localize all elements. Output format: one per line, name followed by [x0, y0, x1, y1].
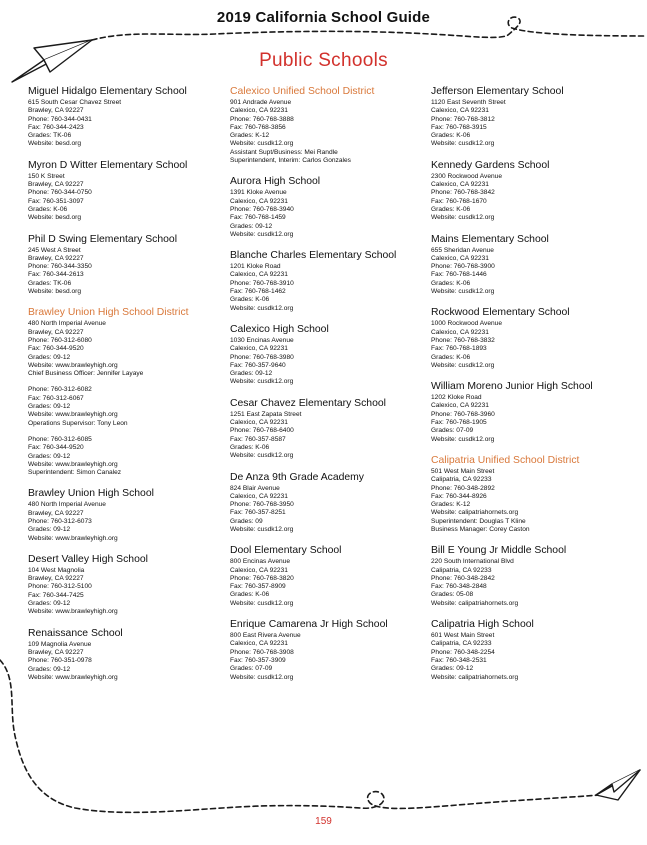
- entry-detail-line: 800 Encinas Avenue: [230, 558, 291, 566]
- entry-detail-line[interactable]: Website: cusdk12.org: [230, 378, 294, 386]
- entry-detail-line: Grades: K-06: [28, 205, 68, 213]
- entry-detail-line[interactable]: Website: besd.org: [28, 140, 82, 148]
- entry-detail-line[interactable]: Website: cusdk12.org: [431, 288, 495, 296]
- entry-detail-line: Grades: 09-12: [28, 526, 71, 534]
- entry-detail-line: Grades: 09-12: [28, 353, 71, 361]
- entry-detail-line: Calexico, CA 92231: [230, 107, 288, 115]
- school-entry: [431, 381, 631, 444]
- school-name: Enrique Camarena Jr High School: [230, 619, 388, 631]
- entry-detail-line: Grades: K-06: [431, 132, 471, 140]
- entry-detail-line: Grades: K-06: [230, 591, 270, 599]
- column-1: [28, 86, 228, 693]
- entry-detail-line: 1030 Encinas Avenue: [230, 336, 294, 344]
- entry-detail-line: Phone: 760-768-6400: [230, 427, 294, 435]
- entry-detail-line[interactable]: Website: cusdk12.org: [431, 361, 495, 369]
- entry-detail-line: Phone: 760-348-2254: [431, 648, 495, 656]
- district-entry: [431, 455, 631, 534]
- school-entry: [28, 234, 228, 297]
- entry-detail-line: Phone: 760-344-0431: [28, 115, 92, 123]
- entry-detail-line[interactable]: Website: cusdk12.org: [230, 673, 294, 681]
- school-entry: [28, 160, 228, 223]
- entry-detail-line: Calexico, CA 92231: [431, 181, 489, 189]
- school-entry: [230, 324, 430, 387]
- school-entry: [28, 86, 228, 149]
- school-entry: [28, 628, 228, 682]
- paper-plane-bottom-right-icon: [596, 770, 640, 800]
- school-entry: [28, 488, 228, 542]
- entry-detail-line[interactable]: Website: besd.org: [28, 288, 82, 296]
- entry-detail-line[interactable]: Website: cusdk12.org: [230, 599, 294, 607]
- entry-detail-line: Phone: 760-768-3980: [230, 353, 294, 361]
- entry-detail-line: Fax: 760-357-3909: [230, 656, 286, 664]
- entry-detail-line: 1120 East Seventh Street: [431, 99, 506, 106]
- entry-detail-line: Fax: 760-351-3097: [28, 197, 84, 205]
- school-name: Aurora High School: [230, 176, 321, 188]
- entry-detail-line[interactable]: Website: calipatriahornets.org: [431, 599, 519, 607]
- school-name: De Anza 9th Grade Academy: [230, 471, 365, 483]
- entry-detail-line[interactable]: Website: cusdk12.org: [230, 525, 294, 533]
- entry-detail-line[interactable]: Website: cusdk12.org: [230, 230, 294, 238]
- school-name: Jefferson Elementary School: [431, 86, 564, 97]
- entry-detail-line: 2300 Rockwood Avenue: [431, 172, 502, 180]
- entry-detail-line: Grades: K-12: [431, 501, 471, 509]
- school-entry: [230, 619, 430, 682]
- entry-detail-line: Fax: 760-768-1446: [431, 271, 487, 279]
- entry-detail-line: 824 Blair Avenue: [230, 484, 280, 492]
- entry-detail-line: Grades: 09-12: [28, 452, 71, 460]
- entry-detail-line[interactable]: Website: www.brawleyhigh.org: [28, 460, 118, 468]
- entry-detail-line: Phone: 760-312-6080: [28, 336, 92, 344]
- entry-detail-line: Calexico, CA 92231: [230, 271, 288, 279]
- entry-detail-line: Phone: 760-768-3820: [230, 574, 294, 582]
- entry-detail-line: 501 West Main Street: [431, 467, 495, 475]
- entry-detail-line: 615 South Cesar Chavez Street: [28, 99, 122, 106]
- entry-detail-line: 109 Magnolia Avenue: [28, 640, 92, 648]
- entry-detail-line: 480 North Imperial Avenue: [28, 320, 106, 328]
- entry-detail-line: 901 Andrade Avenue: [230, 99, 292, 106]
- entry-detail-line[interactable]: Website: cusdk12.org: [431, 214, 495, 222]
- entry-detail-line: Grades: 07-09: [230, 665, 273, 673]
- entry-detail-line[interactable]: Website: cusdk12.org: [431, 435, 495, 443]
- district-name: Calexico Unified School District: [230, 86, 375, 97]
- school-entry: [431, 619, 631, 682]
- entry-detail-line: Superintendent: Douglas T Kline: [431, 517, 526, 525]
- entry-detail-line[interactable]: Website: www.brawleyhigh.org: [28, 361, 118, 369]
- entry-detail-line: Phone: 760-768-3900: [431, 263, 495, 271]
- entry-detail-line: 1251 East Zapata Street: [230, 410, 302, 418]
- entry-detail-line: Grades: 05-08: [431, 591, 474, 599]
- entry-detail-line: Brawley, CA 92227: [28, 328, 84, 336]
- entry-detail-line: Calexico, CA 92231: [230, 492, 288, 500]
- school-entry: [431, 545, 631, 608]
- entry-detail-line: Calipatria, CA 92233: [431, 476, 492, 484]
- entry-detail-line: Fax: 760-768-1462: [230, 288, 286, 296]
- entry-detail-line: Brawley, CA 92227: [28, 575, 84, 583]
- entry-detail-line: Chief Business Officer: Jennifer Layaye: [28, 370, 144, 378]
- entry-detail-line: Fax: 760-357-8909: [230, 583, 286, 591]
- entry-detail-line: Grades: K-06: [431, 205, 471, 213]
- school-name: Desert Valley High School: [28, 553, 148, 565]
- entry-detail-line[interactable]: Website: www.brawleyhigh.org: [28, 411, 118, 419]
- section-title: Public Schools: [259, 50, 388, 71]
- school-entry: [431, 307, 631, 370]
- entry-detail-line: Superintendent, Interim: Carlos Gonzales: [230, 157, 351, 165]
- entry-detail-line: Phone: 760-348-2842: [431, 574, 495, 582]
- entry-detail-line: Phone: 760-768-3842: [431, 189, 495, 197]
- entry-detail-line: Superintendent: Simon Canalez: [28, 469, 122, 477]
- entry-detail-line: Brawley, CA 92227: [28, 107, 84, 115]
- entry-detail-line: Calexico, CA 92231: [230, 566, 288, 574]
- page-number: 159: [315, 816, 332, 827]
- entry-detail-line: Grades: 09-12: [28, 403, 71, 411]
- school-name: Calexico High School: [230, 323, 329, 335]
- entry-detail-line: Phone: 760-351-0978: [28, 657, 92, 665]
- entry-detail-line: Phone: 760-348-2892: [431, 484, 495, 492]
- column-2: [230, 86, 430, 693]
- entry-detail-line: Phone: 760-768-3910: [230, 279, 294, 287]
- entry-detail-line: Fax: 760-344-2613: [28, 271, 84, 279]
- school-name: Brawley Union High School: [28, 488, 154, 500]
- school-entry: [230, 472, 430, 535]
- entry-detail-line: Grades: 09-12: [28, 600, 71, 608]
- school-name: William Moreno Junior High School: [431, 381, 593, 393]
- entry-detail-line: Calipatria, CA 92233: [431, 566, 492, 574]
- entry-detail-line: Fax: 760-344-7425: [28, 591, 84, 599]
- school-name: Myron D Witter Elementary School: [28, 159, 188, 171]
- entry-detail-line: 1201 Kloke Road: [230, 263, 281, 271]
- entry-detail-line: Phone: 760-768-3940: [230, 205, 294, 213]
- entry-detail-line: Grades: 09: [230, 517, 263, 525]
- entry-detail-line: Fax: 760-312-6067: [28, 394, 84, 402]
- entry-detail-line: Fax: 760-348-2848: [431, 583, 487, 591]
- school-name: Calipatria High School: [431, 619, 534, 631]
- entry-detail-line: Phone: 760-768-3832: [431, 336, 495, 344]
- entry-detail-line: Grades: 09-12: [230, 222, 273, 230]
- entry-detail-line: Grades: K-06: [230, 296, 270, 304]
- entry-detail-line[interactable]: Website: calipatriahornets.org: [431, 509, 519, 517]
- school-name: Kennedy Gardens School: [431, 159, 550, 171]
- entry-detail-line: Fax: 760-768-3856: [230, 123, 286, 131]
- entry-detail-line: Phone: 760-344-0750: [28, 189, 92, 197]
- entry-detail-line: Calipatria, CA 92233: [431, 640, 492, 648]
- entry-detail-line: Fax: 760-357-8587: [230, 435, 286, 443]
- district-entry: [230, 86, 430, 165]
- entry-detail-line: 220 South International Blvd: [431, 558, 514, 566]
- entry-detail-line: Fax: 760-768-1459: [230, 214, 286, 222]
- entry-spacer: [28, 428, 228, 436]
- entry-detail-line: Phone: 760-768-3888: [230, 115, 294, 123]
- entry-detail-line: Calexico, CA 92231: [431, 254, 489, 262]
- school-entry: [431, 86, 631, 149]
- entry-detail-line[interactable]: Website: calipatriahornets.org: [431, 673, 519, 681]
- school-name: Dool Elementary School: [230, 545, 342, 557]
- entry-detail-line: 800 East Rivera Avenue: [230, 632, 301, 640]
- entry-detail-line: Phone: 760-312-5100: [28, 583, 92, 591]
- entry-detail-line: 104 West Magnolia: [28, 566, 85, 574]
- entry-detail-line: 601 West Main Street: [431, 632, 495, 640]
- entry-detail-line: Fax: 760-344-8926: [431, 492, 487, 500]
- school-entry: [230, 545, 430, 608]
- entry-spacer: [28, 378, 228, 386]
- entry-detail-line: Fax: 760-357-9640: [230, 361, 286, 369]
- entry-detail-line: Assistant Supt/Business: Mei Randle: [230, 148, 338, 156]
- entry-detail-line: Fax: 760-768-3915: [431, 123, 487, 131]
- entry-detail-line: Phone: 760-312-6073: [28, 517, 92, 525]
- entry-detail-line: Business Manager: Corey Caston: [431, 525, 530, 533]
- school-entry: [431, 160, 631, 223]
- school-name: Blanche Charles Elementary School: [230, 250, 397, 262]
- school-entry: [28, 554, 228, 617]
- entry-detail-line: Calexico, CA 92231: [230, 640, 288, 648]
- entry-detail-line: Operations Supervisor: Tony Leon: [28, 419, 128, 427]
- school-name: Miguel Hidalgo Elementary School: [28, 86, 187, 97]
- school-entry: [230, 398, 430, 461]
- entry-detail-line: Grades: K-06: [230, 443, 270, 451]
- entry-detail-line: Brawley, CA 92227: [28, 648, 84, 656]
- entry-detail-line: Grades: TK-06: [28, 279, 72, 287]
- column-3: [431, 86, 631, 693]
- entry-detail-line: Fax: 760-357-8251: [230, 509, 286, 517]
- entry-detail-line: Phone: 760-312-6085: [28, 435, 92, 443]
- school-name: Renaissance School: [28, 627, 123, 639]
- entry-detail-line: Grades: 09-12: [431, 665, 474, 673]
- entry-detail-line: Fax: 760-768-1893: [431, 345, 487, 353]
- school-entry: [230, 176, 430, 239]
- district-entry: [28, 307, 228, 477]
- entry-detail-line: Grades: 09-12: [28, 665, 71, 673]
- entry-detail-line: Phone: 760-344-3350: [28, 263, 92, 271]
- entry-detail-line: 1202 Kloke Road: [431, 394, 482, 402]
- entry-detail-line: Phone: 760-768-3960: [431, 410, 495, 418]
- entry-detail-line[interactable]: Website: www.brawleyhigh.org: [28, 608, 118, 616]
- school-name: Bill E Young Jr Middle School: [431, 545, 567, 557]
- entry-detail-line: Grades: K-06: [431, 353, 471, 361]
- entry-detail-line[interactable]: Website: cusdk12.org: [230, 140, 294, 148]
- entry-detail-line[interactable]: Website: cusdk12.org: [230, 452, 294, 460]
- entry-detail-line: 1000 Rockwood Avenue: [431, 320, 502, 328]
- district-name: Brawley Union High School District: [28, 307, 189, 319]
- entry-detail-line[interactable]: Website: www.brawleyhigh.org: [28, 534, 118, 542]
- school-name: Mains Elementary School: [431, 233, 549, 245]
- entry-detail-line: Calexico, CA 92231: [431, 107, 489, 115]
- entry-detail-line: 245 West A Street: [28, 246, 81, 254]
- entry-detail-line: 480 North Imperial Avenue: [28, 501, 106, 509]
- entry-detail-line: Phone: 760-768-3908: [230, 648, 294, 656]
- entry-detail-line: Calexico, CA 92231: [230, 197, 288, 205]
- district-name: Calipatria Unified School District: [431, 454, 580, 466]
- entry-detail-line[interactable]: Website: besd.org: [28, 214, 82, 222]
- entry-detail-line[interactable]: Website: cusdk12.org: [431, 140, 495, 148]
- school-name: Phil D Swing Elementary School: [28, 233, 178, 245]
- school-entry: [230, 250, 430, 313]
- entry-detail-line: Fax: 760-768-1905: [431, 419, 487, 427]
- entry-detail-line: 150 K Street: [28, 172, 65, 180]
- entry-detail-line[interactable]: Website: cusdk12.org: [230, 304, 294, 312]
- entry-detail-line: Brawley, CA 92227: [28, 509, 84, 517]
- entry-detail-line: Grades: TK-06: [28, 132, 72, 140]
- entry-detail-line[interactable]: Website: www.brawleyhigh.org: [28, 673, 118, 681]
- entry-detail-line: Phone: 760-768-3812: [431, 115, 495, 123]
- school-name: Rockwood Elementary School: [431, 307, 570, 319]
- entry-detail-line: Brawley, CA 92227: [28, 254, 84, 262]
- entry-detail-line: Calexico, CA 92231: [431, 402, 489, 410]
- entry-detail-line: Grades: 09-12: [230, 370, 273, 378]
- entry-detail-line: Calexico, CA 92231: [230, 419, 288, 427]
- entry-detail-line: Fax: 760-344-2423: [28, 123, 84, 131]
- entry-detail-line: Fax: 760-768-1670: [431, 197, 487, 205]
- entry-detail-line: Phone: 760-768-3950: [230, 501, 294, 509]
- entry-detail-line: Calexico, CA 92231: [431, 328, 489, 336]
- entry-detail-line: Phone: 760-312-6082: [28, 386, 92, 394]
- entry-detail-line: Grades: 07-09: [431, 427, 474, 435]
- entry-detail-line: Calexico, CA 92231: [230, 345, 288, 353]
- entry-detail-line: Fax: 760-344-9520: [28, 345, 84, 353]
- entry-detail-line: Fax: 760-344-9520: [28, 444, 84, 452]
- entry-detail-line: 655 Sheridan Avenue: [431, 246, 494, 254]
- entry-detail-line: Fax: 760-348-2531: [431, 656, 487, 664]
- entry-detail-line: Grades: K-06: [431, 279, 471, 287]
- entry-detail-line: Grades: K-12: [230, 132, 270, 140]
- entry-detail-line: 1391 Kloke Avenue: [230, 189, 287, 197]
- guide-title: 2019 California School Guide: [216, 9, 431, 26]
- school-name: Cesar Chavez Elementary School: [230, 397, 386, 409]
- school-entry: [431, 234, 631, 297]
- entry-detail-line: Brawley, CA 92227: [28, 181, 84, 189]
